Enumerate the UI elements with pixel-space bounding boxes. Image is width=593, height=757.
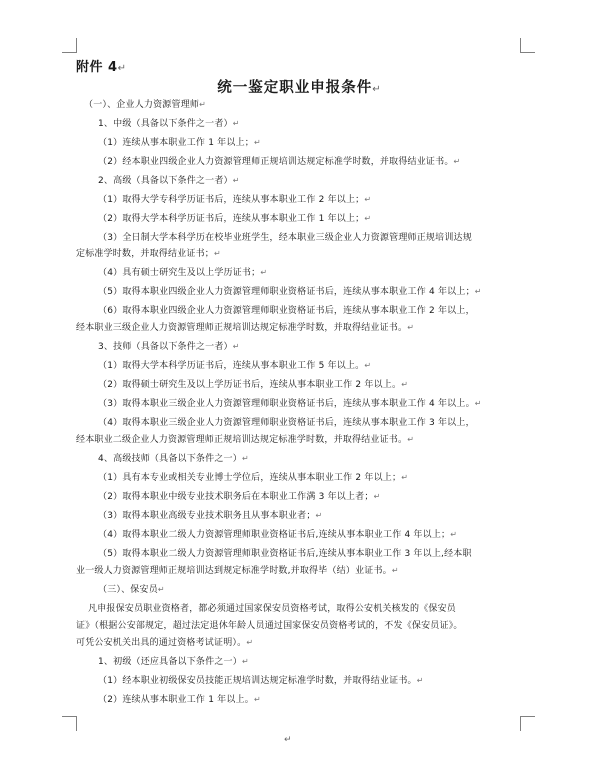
crop-mark-bottom-right	[520, 716, 535, 731]
text-line: 定标准学时数，并取得结业证书；↵	[76, 249, 221, 259]
text-line: 凡申报保安员职业资格者，都必须通过国家保安员资格考试，取得公安机关核发的《保安员	[88, 604, 457, 614]
level-heading: 3、技师（具备以下条件之一者）↵	[98, 342, 240, 352]
text-line: （2）经本职业四级企业人力资源管理师正规培训达规定标准学时数，并取得结业证书。↵	[98, 157, 461, 167]
attachment-label: 附件 4↵	[76, 60, 127, 75]
section-heading: （三）、保安员↵	[98, 585, 165, 595]
page-title: 统一鉴定职业申报条件↵	[217, 80, 382, 96]
page-end-mark: ↵	[284, 735, 292, 745]
text-line: 证》（根据公安部规定，超过法定退休年龄人员通过国家保安员资格考试的，不发《保安员证》。	[76, 621, 463, 631]
text-line: （1）经本职业初级保安员技能正规培训达规定标准学时数，并取得结业证书。↵	[98, 676, 424, 686]
crop-mark-top-right	[520, 38, 535, 53]
text-line: （2）连续从事本职业工作 1 年以上。↵	[98, 695, 261, 705]
text-line: （1）连续从事本职业工作 1 年以上；↵	[98, 138, 261, 148]
text-line: （5）取得本职业四级企业人力资源管理师职业资格证书后，连续从事本职业工作 4 年以上；↵	[98, 287, 482, 297]
crop-mark-bottom-left	[62, 716, 77, 731]
text-line: （2）取得硕士研究生及以上学历证书后，连续从事本职业工作 2 年以上。↵	[98, 380, 409, 390]
text-line: （1）取得大学本科学历证书后，连续从事本职业工作 5 年以上。↵	[98, 361, 372, 371]
text-line: （1）具有本专业或相关专业博士学位后，连续从事本职业工作 2 年以上；↵	[98, 473, 409, 483]
text-line: （3）取得本职业三级企业人力资源管理师职业资格证书后，连续从事本职业工作 4 年以上。↵	[98, 399, 482, 409]
text-line: 可凭公安机关出具的通过资格考试证明）。↵	[76, 638, 254, 648]
text-line: 业一级人力资源管理师正规培训达到规定标准学时数,并取得毕（结）业证书。↵	[76, 566, 399, 576]
text-line: （5）取得本职业二级人力资源管理师职业资格证书后,连续从事本职业工作 3 年以上,经本职	[98, 549, 472, 559]
text-line: 经本职业三级企业人力资源管理师正规培训达规定标准学时数，并取得结业证书。↵	[76, 323, 415, 333]
text-line: （2）取得本职业中级专业技术职务后在本职业工作满 3 年以上者；↵	[98, 492, 381, 502]
text-line: （1）取得大学专科学历证书后，连续从事本职业工作 2 年以上；↵	[98, 195, 372, 205]
text-line: （4）取得本职业二级人力资源管理师职业资格证书后,连续从事本职业工作 4 年以上；↵	[98, 530, 458, 540]
level-heading: 1、中级（具备以下条件之一者）↵	[98, 119, 240, 129]
text-line: （6）取得本职业四级企业人力资源管理师职业资格证书后，连续从事本职业工作 2 年以上，	[98, 306, 475, 316]
level-heading: 1、初级（还应具备以下条件之一）↵	[98, 657, 249, 667]
section-heading: （一）、企业人力资源管理师↵	[84, 100, 207, 110]
crop-mark-top-left	[62, 38, 77, 53]
text-line: 经本职业二级企业人力资源管理师正规培训达规定标准学时数，并取得结业证书。↵	[76, 435, 415, 445]
text-line: （4）具有硕士研究生及以上学历证书；↵	[98, 268, 268, 278]
text-line: （2）取得大学本科学历证书后，连续从事本职业工作 1 年以上；↵	[98, 214, 372, 224]
level-heading: 2、高级（具备以下条件之一者）↵	[98, 176, 240, 186]
text-line: （4）取得本职业三级企业人力资源管理师职业资格证书后，连续从事本职业工作 3 年以上，	[98, 418, 475, 428]
level-heading: 4、高级技师（具备以下条件之一）↵	[98, 454, 249, 464]
text-line: （3）取得本职业高级专业技术职务且从事本职业者；↵	[98, 511, 323, 521]
text-line: （3）全日制大学本科学历在校毕业班学生，经本职业三级企业人力资源管理师正规培训达规	[98, 233, 472, 243]
